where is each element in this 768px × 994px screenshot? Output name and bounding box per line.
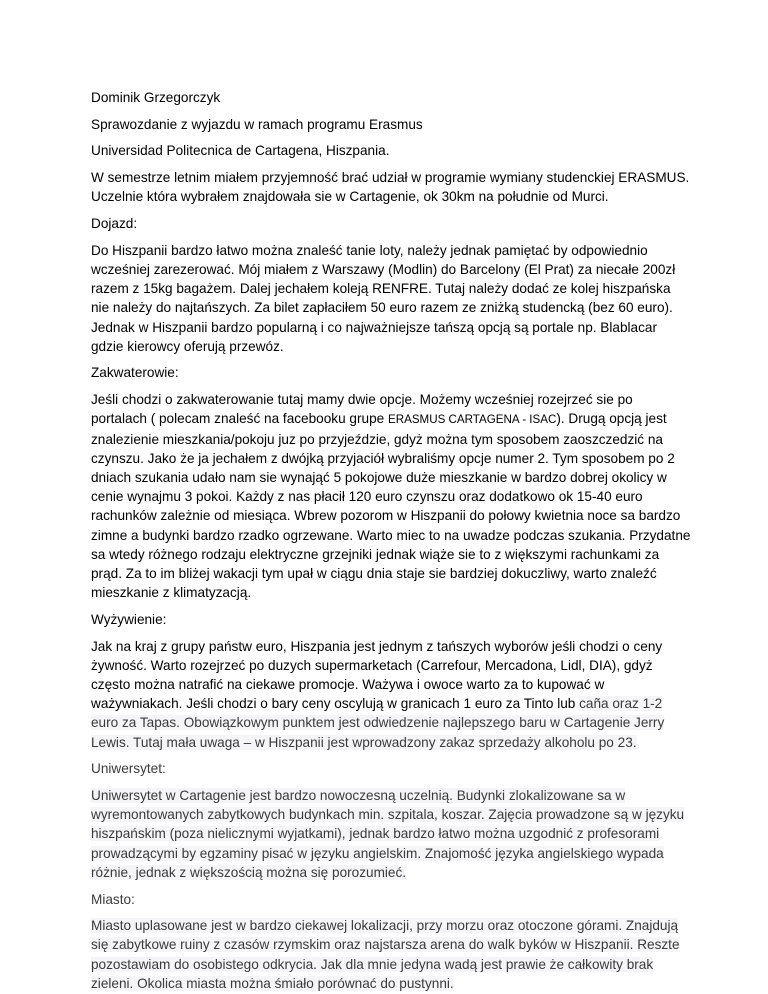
food-heading: Wyżywienie: [91, 611, 167, 627]
university-text: Uniwersytet w Cartagenie jest bardzo nowoczesną uczelnią. Budynki zlokalizowane sa w wyremontowanych zabytkowych budynkach min. szpitala, koszar. Zajęcia prowadzone są w języku hiszpańskim (poza nielicznymi wyjatkami), jednak bardzo łatwo można uzgodnić z profesorami prowadzącymi by egzaminy pisać w języku angielskim. Znajomość języka angielskiego wypada różnie, jednak z większością można się porozumieć. [91, 788, 685, 880]
university-name: Universidad Politecnica de Cartagena, Hiszpania. [91, 143, 390, 159]
food-text-part1: Jak na kraj z grupy państw euro, Hiszpania jest jednym z tańszych wyborów jeśli chodzi o ceny żywność. Warto rozejrzeć po duzych supermarketach (Carrefour, Mercadona, Lidl, DIA), gdyż często można natrafić na ciekawe promocje. Ważywa i owoce warto za to kupować w ważywniakach. Jeśli chodzi o bary ceny oscylują w granicach 1 euro za Tinto lub [91, 638, 663, 712]
university-paragraph [91, 786, 691, 882]
housing-text-part1: Jeśli chodzi o zakwaterowanie tutaj mamy dwie opcje. Możemy wcześniej rozejrzeć sie po portalach ( polecam znaleść na facebooku grupe [91, 392, 633, 427]
travel-paragraph: Do Hiszpanii bardzo łatwo można znaleść tanie loty, należy jednak pamiętać by odpowiednio wcześniej zarezerować. Mój miałem z Warszawy (Modlin) do Barcelony (El Prat) za niecałe 200zł razem z 15kg bagażem. Dalej jechałem koleją RENFRE. Tutaj należy dodać ze kolej hiszpańska nie należy do najtańszych. Za bilet zapłaciłem 50 euro razem ze zniżką studencką (bez 60 euro). Jednak w Hiszpanii bardzo popularną i co najważniejsze tańszą opcją są portale np. Blablacar gdzie kierowcy oferują przewóz. [91, 242, 676, 354]
housing-paragraph [91, 390, 691, 602]
document-page [91, 88, 691, 993]
food-text-part2: caña oraz 1-2 euro za Tapas. Obowiązkowym punktem jest odwiedzenie najlepszego baru w Cartagenie Jerry Lewis. Tutaj mała uwaga – w Hiszpanii jest wprowadzony zakaz sprzedaży alkoholu po 23. [91, 696, 665, 750]
travel-heading: Dojazd: [91, 216, 138, 232]
city-heading: Miasto: [91, 891, 135, 907]
author-name: Dominik Grzegorczyk [91, 90, 221, 105]
report-title: Sprawozdanie z wyjazdu w ramach programu Erasmus [91, 116, 423, 132]
food-paragraph [91, 637, 691, 752]
housing-text-part2: ). Drugą opcją jest znalezienie mieszkania/pokoju juz po przyjeździe, gdyż można tym sposobem zaoszczedzić na czynszu. Jako że ja jechałem z dwójką przyjaciół wybraliśmy opcje numer 2. Tym sposobem po 2 dniach szukania udało nam sie wynająć 5 pokojowe duże mieszkanie w bardzo dobrej okolicy w cenie wynajmu 3 pokoi. Każdy z nas płacił 120 euro czynszu oraz dodatkowo ok 15-40 euro rachunków zależnie od miesiąca. Wbrew pozorom w Hiszpanii do połowy kwietnia noce sa bardzo zimne a budynki bardzo rzadko ogrzewane. Warto miec to na uwadze podczas szukania. Przydatne sa wtedy różnego rodzaju elektryczne grzejniki jednak wiąże sie to z większymi rachunkami za prąd. Za to im bliżej wakacji tym upał w ciągu dnia staje sie bardziej dokuczliwy, warto znaleźć mieszkanie z klimatyzacją. [91, 411, 691, 601]
university-heading: Uniwersytet: [91, 761, 166, 777]
city-text: Miasto uplasowane jest w bardzo ciekawej lokalizacji, przy morzu oraz otoczone górami. Znajdują się zabytkowe ruiny z czasów rzymskim oraz najstarsza arena do walk byków w Hiszpanii. Reszte pozostawiam do osobistego odkrycia. Jak dla mnie jedyna wadą jest prawie że całkowity brak zieleni. Okolica miasta można śmiało porównać do pustynni. [91, 918, 680, 991]
intro-paragraph: W semestrze letnim miałem przyjemność brać udział w programie wymiany studenckiej ERASMUS. Uczelnie która wybrałem znajdowała sie w Cartagenie, ok 30km na południe od Murci. [91, 170, 690, 205]
housing-heading: Zakwaterowie: [91, 365, 179, 381]
facebook-group-name: ERASMUS CARTAGENA - ISAC [387, 413, 557, 427]
city-paragraph [91, 916, 691, 993]
